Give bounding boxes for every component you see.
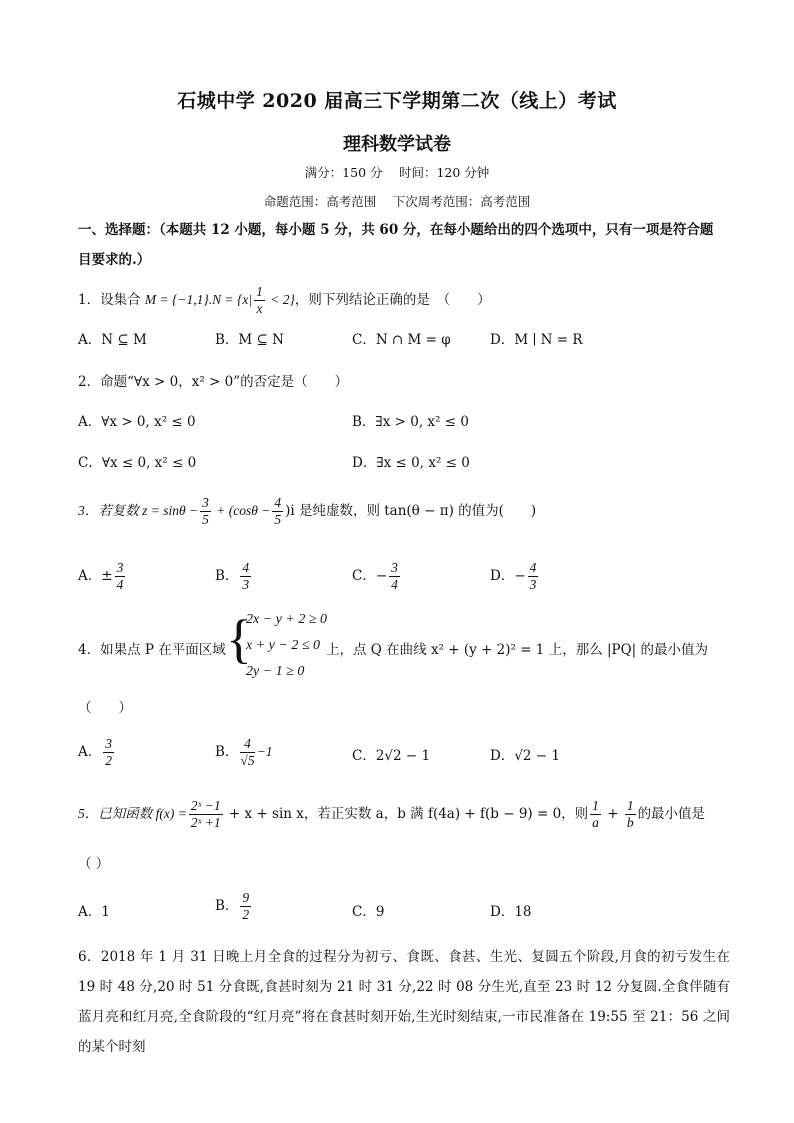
q5-a-fraction	[590, 798, 601, 831]
q4-option-c: C．2√2 − 1	[352, 748, 431, 764]
q5-option-c: C．9	[352, 904, 385, 920]
q5-answer-paren: （ ）	[78, 856, 110, 872]
q1-set-expr: M = {−1,1}.N = {x|	[144, 292, 253, 307]
q4-option-d: D．√2 − 1	[490, 748, 560, 764]
q3-f2-den: 5	[274, 512, 282, 527]
q4-b-num: 4	[240, 736, 254, 753]
q3-c-num: 3	[391, 560, 398, 575]
q4-b-label: B．	[215, 744, 239, 760]
q3-option-a	[78, 560, 127, 593]
q3-b-frac	[240, 560, 251, 593]
q4-b-den: √5	[240, 753, 255, 768]
q3-a-num: 3	[116, 560, 124, 575]
q4-a-num: 3	[105, 736, 112, 751]
q4-system-line-2: x + y − 2 ≤ 0	[246, 638, 321, 653]
q3-c-label: C．−	[352, 568, 388, 584]
q5-a-den: a	[592, 815, 599, 830]
q5-suffix: 的最小值是	[637, 806, 706, 822]
q4-system-brace: {	[226, 609, 252, 669]
q5-plus: +	[602, 806, 623, 822]
q5-b-opt-frac	[240, 890, 251, 923]
q5-fx-num: 2ˣ −1	[190, 798, 221, 813]
q4-b-frac	[240, 736, 254, 769]
q5-middle: + x + sin x，若正实数 a，b 满 f(4a) + f(b − 9) = 0，则	[224, 806, 589, 822]
q3-a-frac	[115, 560, 126, 593]
q2-option-b: B．∃x > 0, x² ≤ 0	[352, 414, 469, 430]
q3-fraction-1	[200, 495, 211, 528]
q5-b-fraction	[625, 798, 636, 831]
q1-option-c: C．N ∩ M = φ	[352, 332, 451, 348]
question-1-stem	[78, 284, 728, 317]
q3-suffix: )i 是纯虚数，则 tan(θ − π) 的值为( )	[285, 503, 537, 519]
q3-d-label: D．−	[490, 568, 526, 584]
q3-a-label: A．±	[78, 568, 113, 584]
q3-c-den: 4	[391, 577, 398, 592]
q3-option-d	[490, 560, 540, 593]
q4-b-tail: −1	[256, 744, 273, 759]
q5-fx-den: 2ˣ +1	[190, 815, 221, 830]
q1-option-b: B．M ⊆ N	[215, 332, 284, 348]
exam-title: 石城中学 2020 届高三下学期第二次（线上）考试	[177, 90, 617, 112]
q1-option-a: A．N ⊆ M	[78, 332, 147, 348]
q2-option-d: D．∃x ≤ 0, x² ≤ 0	[352, 455, 470, 471]
question-4-prefix: 4．如果点 P 在平面区域	[78, 642, 226, 658]
q1-fraction	[254, 284, 265, 317]
q2-option-c: C．∀x ≤ 0, x² ≤ 0	[78, 455, 197, 471]
question-6-text: 6．2018 年 1 月 31 日晚上月全食的过程分为初亏、食既、食甚、生光、复圆五个阶段,月食的初亏发生在 19 时 48 分,20 时 51 分食既,食甚时刻为 21 时 31 分,22 时 08 分生光,直至 23 时 12 分复圆.全食伴随有蓝月亮和红月亮,全食阶段的“红月亮”将在食甚时刻开始,生光时刻结束,一市民准备在 19:55 至 21：56 之间的某个时刻	[78, 949, 730, 1055]
q1-suffix: ，则下列结论正确的是 （ ）	[294, 292, 491, 308]
q3-b-den: 3	[242, 577, 250, 592]
q3-d-den: 3	[529, 577, 537, 592]
question-2-stem: 2．命题“∀x > 0，x² > 0”的否定是（ ）	[78, 374, 349, 390]
q3-f1-den: 5	[202, 512, 209, 527]
q3-option-c	[352, 560, 402, 593]
q4-system-line-1: 2x − y + 2 ≥ 0	[246, 612, 328, 627]
q5-prefix: 5．已知函数 f(x) =	[78, 806, 187, 821]
q5-option-d: D．18	[490, 904, 532, 920]
question-4-suffix: 上，点 Q 在曲线 x² + (y + 2)² = 1 上，那么 |PQ| 的最小值为	[326, 642, 709, 658]
q4-answer-paren: （ ）	[78, 700, 132, 716]
q3-b-num: 4	[242, 560, 250, 575]
q4-option-b	[215, 736, 272, 769]
q5-b-opt-den: 2	[242, 907, 250, 922]
q3-c-frac	[389, 560, 400, 593]
q3-fraction-2	[272, 495, 283, 528]
scope-info: 命题范围：高考范围 下次周考范围：高考范围	[263, 194, 531, 209]
q3-d-frac	[528, 560, 539, 593]
q5-option-a: A．1	[78, 904, 110, 920]
q3-option-b	[215, 560, 253, 593]
q5-b-opt-num: 9	[242, 890, 250, 905]
q5-b-num: 1	[626, 798, 634, 813]
q5-b-label: B．	[215, 898, 239, 914]
q3-d-num: 4	[529, 560, 537, 575]
q4-a-frac	[103, 736, 114, 769]
q3-f2-num: 4	[274, 495, 282, 510]
q2-option-a: A．∀x > 0, x² ≤ 0	[78, 414, 196, 430]
q1-set-tail: < 2}	[266, 292, 295, 307]
q4-option-a	[78, 736, 116, 769]
q3-middle: + (cosθ −	[212, 503, 271, 518]
q3-a-den: 4	[116, 577, 124, 592]
q5-fx-fraction	[189, 798, 223, 831]
q5-a-num: 1	[592, 798, 599, 813]
q1-option-d: D．M ∣ N = R	[490, 332, 583, 348]
section-heading: 一、选择题：（本题共 12 小题，每小题 5 分，共 60 分，在每小题给出的四个选项中，只有一项是符合题	[78, 222, 714, 238]
q5-b-den: b	[626, 815, 634, 830]
q5-option-b	[215, 890, 253, 923]
score-time-info: 满分：150 分 时间：120 分钟	[304, 165, 490, 180]
q4-a-den: 2	[105, 753, 112, 768]
q3-f1-num: 3	[202, 495, 209, 510]
q1-frac-den: x	[256, 301, 263, 316]
q4-a-label: A．	[78, 744, 102, 760]
exam-subtitle: 理科数学试卷	[343, 134, 451, 155]
question-5-stem	[78, 798, 738, 831]
question-3-stem	[78, 495, 728, 528]
q1-prefix: 1．设集合	[78, 292, 145, 308]
section-heading-cont: 目要求的.）	[78, 252, 151, 268]
q3-prefix: 3．若复数 z = sinθ −	[78, 503, 199, 518]
q3-b-label: B．	[215, 568, 239, 584]
q1-frac-num: 1	[256, 284, 263, 299]
q4-system-line-3: 2y − 1 ≥ 0	[246, 664, 305, 679]
